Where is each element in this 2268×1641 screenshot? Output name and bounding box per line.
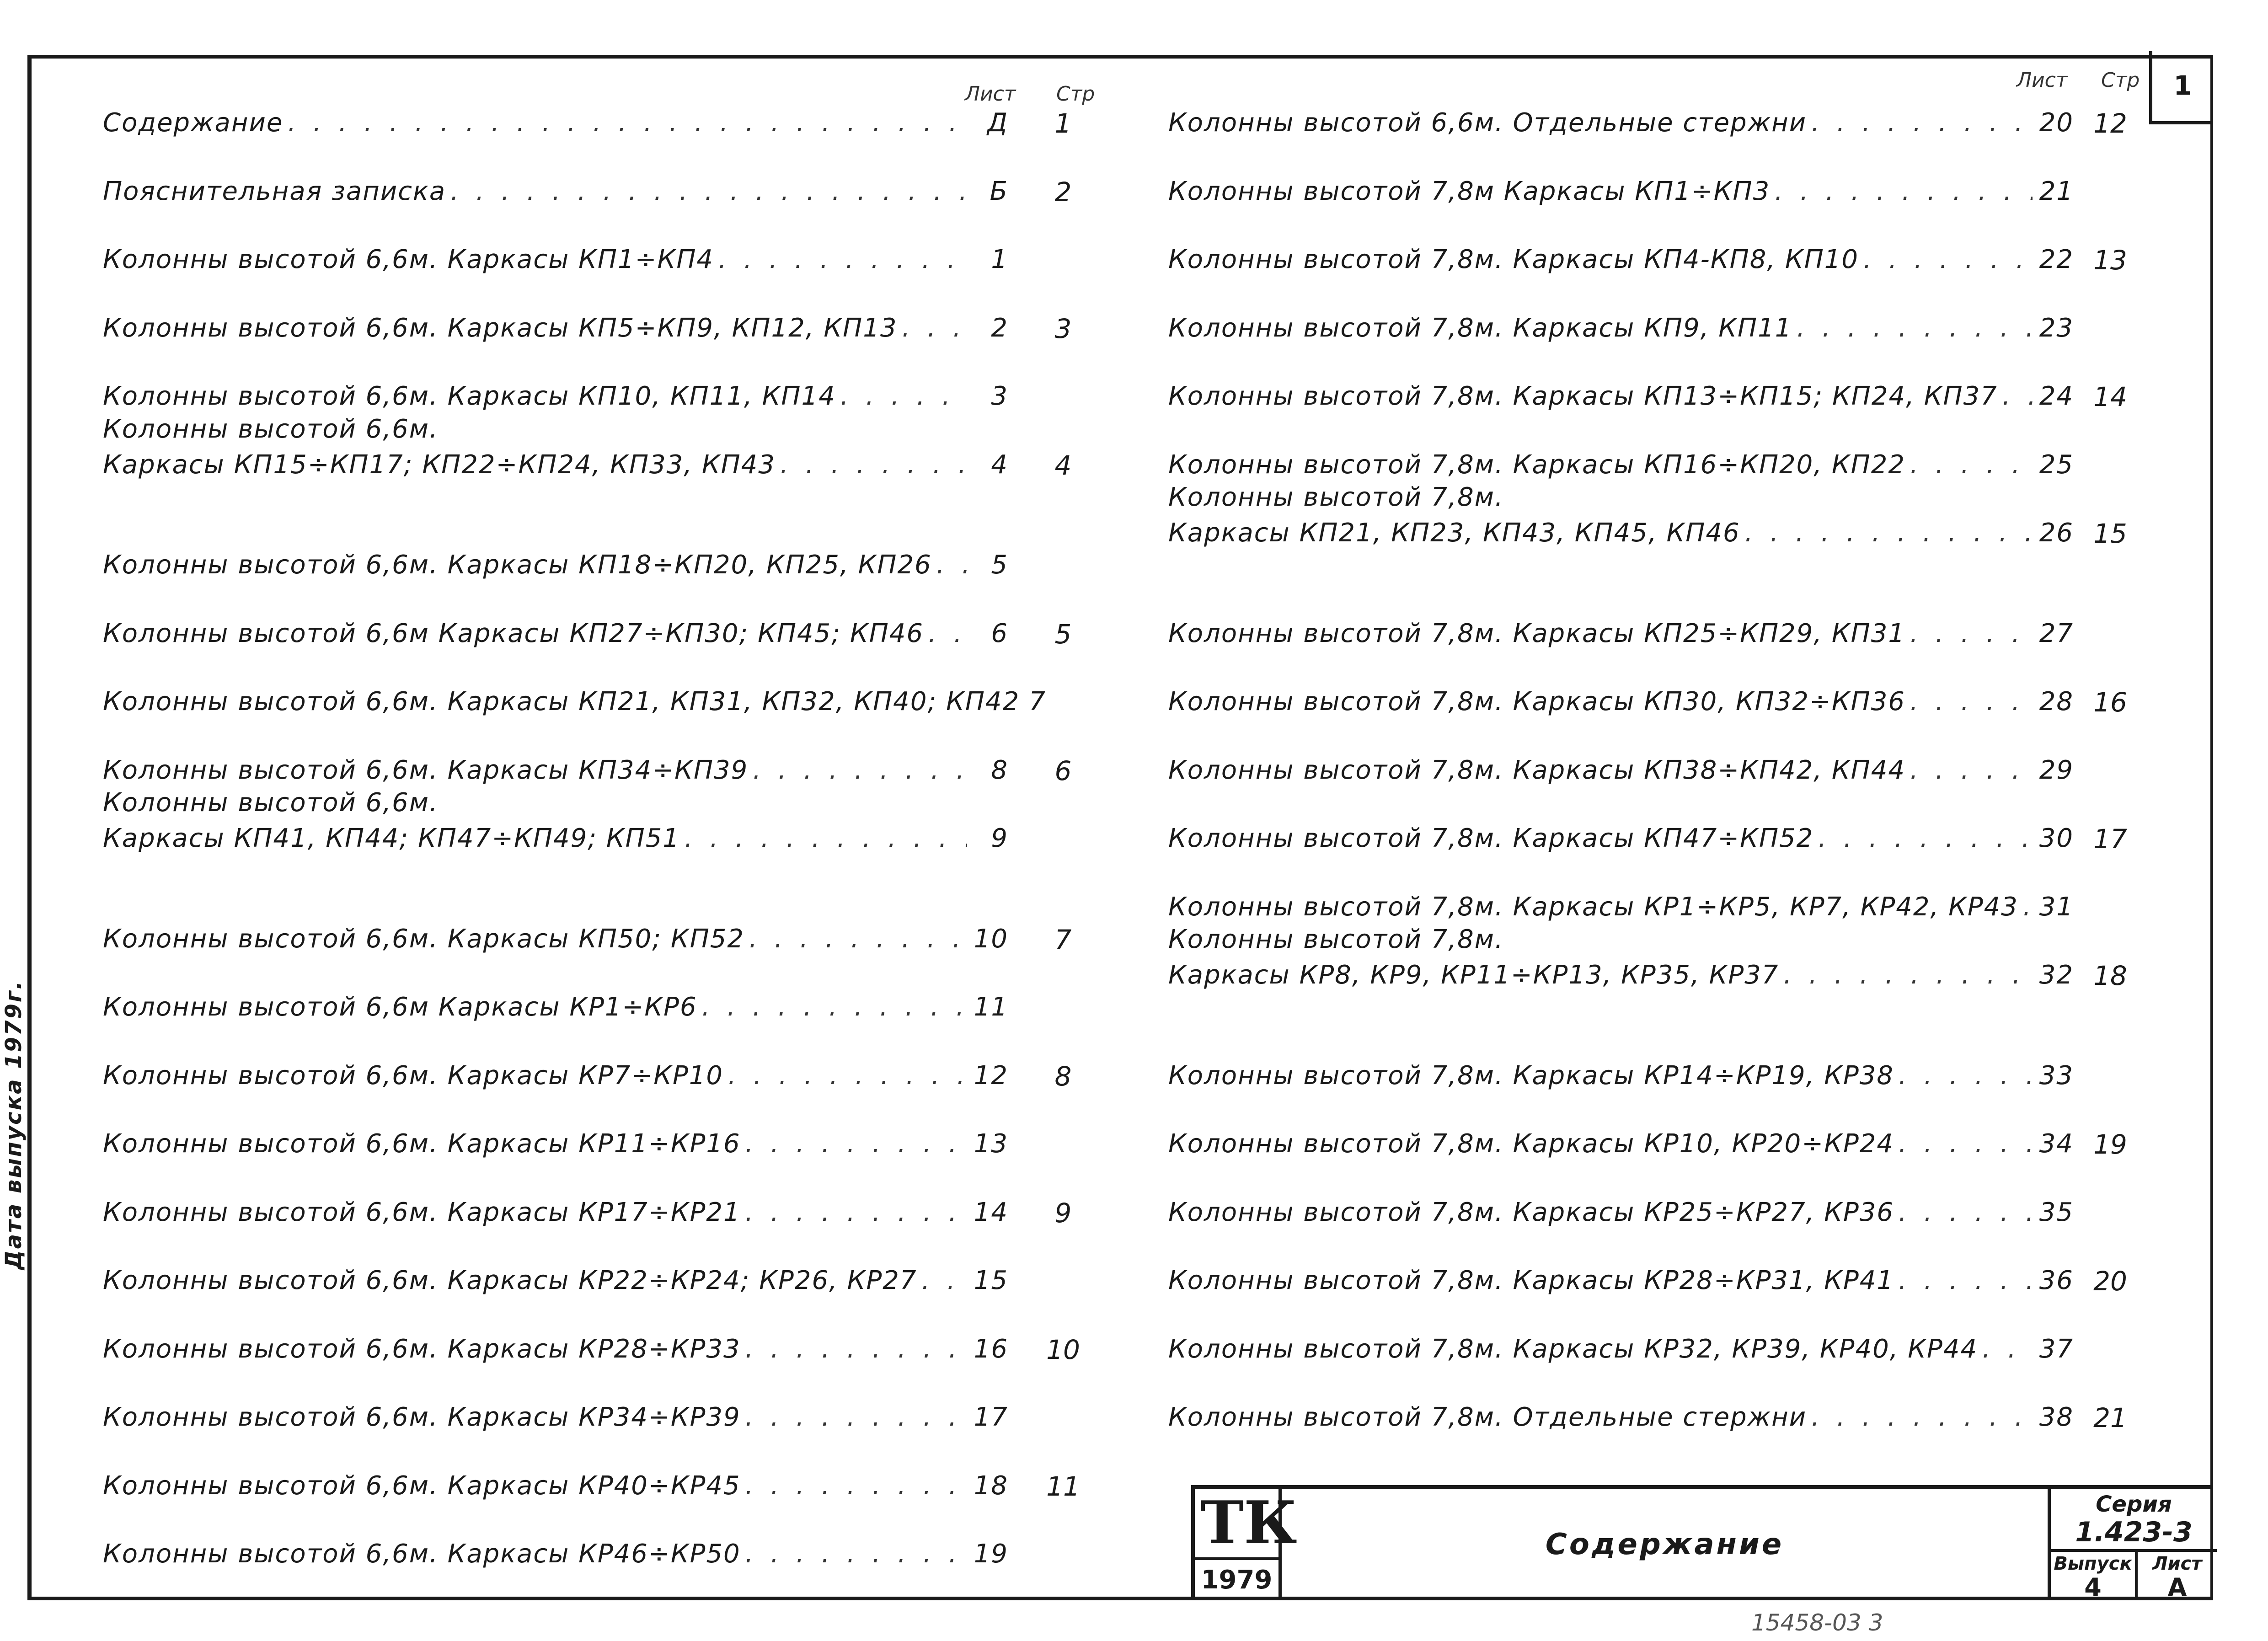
entry-page-number: 19 [2093,1129,2127,1160]
contents-row [1168,174,2074,209]
bottom-note: 15458-03 3 [1751,1609,1883,1636]
contents-row [103,1126,1008,1162]
leader-dots [1982,1331,2033,1367]
entry-sheet-number: 34 [2039,1129,2074,1159]
contents-row [1168,1058,2074,1094]
leader-dots [728,1058,967,1094]
entry-sheet-number: 1 [991,245,1008,274]
leader-dots [2023,889,2033,925]
entry-line [1168,889,2074,925]
contents-row [1168,242,2074,278]
entry-page-number: 4 [1054,449,1072,481]
leader-dots [921,1263,967,1299]
entry-page-number: 3 [1054,313,1072,344]
issue-value: 4 [2084,1573,2102,1602]
entry-sheet-number: 7 [1029,687,1046,716]
entry-page-number: 7 [1054,924,1072,955]
entry-title: Колонны высотой 7,8м. Каркасы КР28÷КР31, КР41 [1168,1266,1894,1295]
entry-title: Колонны высотой 7,8м. Каркасы КП4-КП8, КП10 [1168,245,1859,274]
entry-line [103,1468,1008,1504]
entry-title: Колонны высотой 6,6м. Каркасы КР22÷КР24; КР26, КР27 [103,1266,917,1295]
entry-sheet-number: 21 [2039,176,2074,206]
entry-title: Колонны высотой 6,6м. Каркасы КП34÷КП39 [103,755,749,785]
issue-cell [2051,1552,2138,1600]
right-header-page: Стр [2101,69,2140,92]
entry-line [103,174,1008,209]
entry-line [1168,1195,2074,1230]
entry-sheet-number: 26 [2039,518,2074,548]
entry-line [103,447,1008,483]
contents-row [103,379,1008,414]
contents-row [103,921,1008,957]
entry-sheet-number: 22 [2039,245,2074,274]
entry-line [1168,1331,2074,1367]
entry-sheet-number: 30 [2039,823,2074,853]
contents-row [103,753,1008,788]
contents-row [1168,1400,2074,1435]
contents-row [1168,1331,2074,1367]
leader-dots [1899,1058,2033,1094]
entry-page-number: 16 [2093,687,2127,718]
contents-row [103,242,1008,278]
contents-row [1168,1263,2074,1299]
corner-sheet-number: 1 [2149,51,2213,124]
entry-title: Колонны высотой 7,8м. Каркасы КР25÷КР27, КР36 [1168,1197,1894,1227]
entry-sheet-number: Б [990,176,1008,206]
leader-dots [1910,447,2033,483]
leader-dots [1863,242,2033,278]
entry-line [103,379,1008,414]
series-value: 1.423-3 [2075,1516,2193,1548]
entry-line [103,105,1008,141]
contents-row [1168,684,2074,720]
leader-dots [1811,105,2033,141]
contents-row [103,1195,1008,1230]
entry-title: Колонны высотой 7,8м. Каркасы КР1÷КР5, КР7, КР42, КР43 [1168,892,2018,922]
entry-line [103,1400,1008,1435]
entry-sheet-number: 5 [991,550,1008,580]
entry-page-number: 11 [1046,1470,1080,1502]
entry-title: Колонны высотой 6,6м. Каркасы КП5÷КП9, КП12, КП13 [103,313,898,343]
contents-row [1168,753,2074,788]
entry-line [1168,1126,2074,1162]
contents-row [1168,616,2074,652]
contents-row [103,310,1008,346]
contents-row [1168,480,2074,551]
entry-sheet-number: 31 [2039,892,2074,922]
leader-dots [1745,515,2033,551]
entry-title: Колонны высотой 6,6м. Каркасы КР7÷КР10 [103,1060,723,1090]
entry-sheet-number: 9 [991,823,1008,853]
leader-dots [718,242,967,278]
entry-subtitle: Каркасы КР8, КР9, КР11÷КР13, КР35, КР37 [1168,960,1779,990]
entry-sheet-number: 18 [974,1470,1008,1501]
entry-line [103,921,1008,957]
entry-title: Пояснительная записка [103,176,446,206]
leader-dots [1811,1400,2033,1435]
leader-dots [1899,1263,2033,1299]
contents-row [1168,1195,2074,1230]
entry-sheet-number: 23 [2039,313,2074,343]
entry-page-number: 13 [2093,245,2127,276]
contents-row [1168,447,2074,483]
entry-title: Колонны высотой 7,8м. Каркасы КП47÷КП52 [1168,823,1814,853]
entry-line [1168,310,2074,346]
entry-line [1168,515,2074,551]
entry-title: Колонны высотой 7,8м. Каркасы КП13÷КП15; КП24, КП37 [1168,381,1998,411]
leader-dots [936,547,967,583]
entry-line [103,1263,1008,1299]
right-header-sheet: Лист [2017,69,2068,92]
entry-title: Колонны высотой 6,6м. Каркасы КР28÷КР33 [103,1334,741,1364]
entry-title: Колонны высотой 7,8м. Каркасы КП38÷КП42, КП44 [1168,755,1906,785]
entry-title: Колонны высотой 6,6м. Каркасы КР40÷КР45 [103,1470,741,1501]
entry-line [103,684,1046,720]
entry-line [103,616,1008,652]
leader-dots [1899,1126,2033,1162]
side-stamp-text: Дата выпуска 1979г. [1,979,27,1270]
entry-title: Колонны высотой 7,8м. Каркасы КР32, КР39, КР40, КР44 [1168,1334,1978,1364]
entry-title: Колонны высотой 7,8м. Каркасы КП30, КП32÷КП36 [1168,687,1906,716]
contents-row [103,616,1008,652]
entry-title: Колонны высотой 7,8м. Каркасы КП16÷КП20, КП22 [1168,449,1906,480]
leader-dots [749,921,967,957]
entry-subtitle: Каркасы КП41, КП44; КП47÷КП49; КП51 [103,823,680,853]
leader-dots [1910,616,2033,652]
entry-sheet-number: 27 [2039,618,2074,648]
entry-page-number: 20 [2093,1266,2127,1297]
entry-line [1168,1263,2074,1299]
leader-dots [840,379,967,414]
contents-row [103,1536,1008,1572]
leader-dots [902,310,967,346]
contents-row [103,1331,1008,1367]
leader-dots [702,989,967,1025]
entry-line [103,989,1008,1025]
contents-row [1168,310,2074,346]
entry-sheet-number: 29 [2039,755,2074,785]
entry-line [1168,379,2074,414]
entry-sheet-number: 14 [974,1197,1008,1227]
title-block-title: Содержание [1545,1528,1784,1561]
entry-line [1168,105,2074,141]
issue-sheet-row [2051,1549,2217,1600]
entry-line [103,310,1008,346]
contents-row [1168,889,2074,925]
entry-page-number: 18 [2093,960,2127,991]
entry-sheet-number: 13 [974,1129,1008,1159]
entry-title: Колонны высотой 6,6м. Каркасы КР34÷КР39 [103,1402,741,1432]
leader-dots [1783,957,2033,993]
entry-title: Колонны высотой 7,8м. Каркасы КР14÷КР19, КР38 [1168,1060,1894,1090]
contents-row [103,174,1008,209]
leader-dots [1797,310,2033,346]
leader-dots [745,1536,967,1572]
entry-page-number: 6 [1054,755,1072,786]
leader-dots [745,1468,967,1504]
sheet-cell [2138,1552,2217,1600]
leader-dots [745,1195,967,1230]
entry-page-number: 8 [1054,1060,1072,1092]
contents-row [103,1263,1008,1299]
contents-row [103,989,1008,1025]
tk-logo: ТК [1200,1489,1297,1557]
leader-dots [745,1400,967,1435]
contents-row [103,1400,1008,1435]
entry-title: Колонны высотой 6,6м Каркасы КП27÷КП30; КП45; КП46 [103,618,924,648]
leader-dots [1910,684,2033,720]
entry-title: Колонны высотой 6,6м. Отдельные стержни [1168,108,1807,138]
entry-page-number: 1 [1054,108,1072,139]
entry-line [1168,821,2074,856]
entry-sheet-number: 12 [974,1060,1008,1090]
entry-title: Колонны высотой 6,6м. Каркасы КП1÷КП4 [103,245,714,274]
left-header-page: Стр [1056,82,1095,106]
contents-row [103,684,1046,720]
entry-page-number: 12 [2093,108,2127,139]
contents-row [1168,105,2074,141]
entry-sheet-number: 2 [991,313,1008,343]
contents-row [1168,922,2074,993]
issue-label: Выпуск [2054,1553,2132,1574]
entry-sheet-number: 3 [991,381,1008,411]
sheet-value: А [2167,1573,2187,1602]
contents-row [103,1468,1008,1504]
entry-sheet-number: 17 [974,1402,1008,1432]
entry-title: Колонны высотой 6,6м. Каркасы КП50; КП52 [103,924,745,954]
tk-cell [1195,1489,1297,1600]
contents-row [103,1058,1008,1094]
entry-sheet-number: 25 [2039,449,2074,480]
entry-line [103,242,1008,278]
entry-title: Колонны высотой 6,6м. [103,788,439,818]
sheet-label: Лист [2152,1553,2202,1574]
entry-line [1168,174,2074,209]
entry-title: Колонны высотой 6,6м Каркасы КР1÷КР6 [103,992,697,1022]
entry-line [1168,447,2074,483]
entry-title: Колонны высотой 6,6м. Каркасы КП21, КП31, КП32, КП40; КП42 [103,687,1020,716]
entry-line [103,753,1008,788]
leader-dots [745,1126,967,1162]
entry-sheet-number: 4 [991,449,1008,480]
entry-page-number: 2 [1054,176,1072,208]
entry-title: Колонны высотой 6,6м. Каркасы КР17÷КР21 [103,1197,741,1227]
leader-dots [685,821,967,856]
title-block-meta [2048,1489,2217,1600]
entry-line [103,1058,1008,1094]
entry-line [103,1536,1008,1572]
leader-dots [2002,379,2033,414]
entry-title: Колонны высотой 7,8м. Каркасы КП9, КП11 [1168,313,1792,343]
entry-sheet-number: 19 [974,1539,1008,1569]
leader-dots [928,616,967,652]
entry-sheet-number: 28 [2039,687,2074,716]
entry-sheet-number: 20 [2039,108,2074,138]
leader-dots [1899,1195,2033,1230]
entry-sheet-number: 11 [974,992,1008,1022]
tk-year: 1979 [1195,1557,1278,1600]
entry-page-number: 5 [1054,618,1072,650]
leader-dots [1775,174,2033,209]
entry-line [103,821,1008,856]
entry-line [103,1126,1008,1162]
leader-dots [288,105,967,141]
entry-page-number: 14 [2093,381,2127,412]
contents-row [103,547,1008,583]
entry-line [1168,242,2074,278]
entry-title: Содержание [103,108,284,138]
entry-sheet-number: 32 [2039,960,2074,990]
entry-title: Колонны высотой 6,6м. Каркасы КП10, КП11, КП14 [103,381,836,411]
entry-sheet-number: 10 [974,924,1008,954]
entry-title: Колонны высотой 7,8м. Отдельные стержни [1168,1402,1807,1432]
entry-title: Колонны высотой 6,6м. Каркасы КР46÷КР50 [103,1539,741,1569]
entry-line [103,547,1008,583]
entry-title: Колонны высотой 6,6м. [103,414,439,444]
contents-row [1168,379,2074,414]
entry-line [1168,753,2074,788]
entry-page-number: 10 [1046,1334,1080,1365]
entry-sheet-number: Д [987,108,1008,138]
leader-dots [745,1331,967,1367]
entry-page-number: 17 [2093,823,2127,855]
entry-title: Колонны высотой 6,6м. Каркасы КП18÷КП20, КП25, КП26 [103,550,932,580]
entry-sheet-number: 8 [991,755,1008,785]
title-block [1191,1485,2213,1600]
entry-line [1168,1058,2074,1094]
entry-sheet-number: 6 [991,618,1008,648]
contents-row [103,105,1008,141]
entry-page-number: 15 [2093,518,2127,549]
contents-row [103,412,1008,483]
leader-dots [753,753,967,788]
entry-title: Колонны высотой 7,8м Каркасы КП1÷КП3 [1168,176,1771,206]
left-header-sheet: Лист [965,82,1016,106]
entry-sheet-number: 37 [2039,1334,2074,1364]
entry-sheet-number: 38 [2039,1402,2074,1432]
entry-sheet-number: 15 [974,1266,1008,1295]
leader-dots [780,447,967,483]
contents-row [1168,1126,2074,1162]
entry-line [1168,957,2074,993]
entry-page-number: 21 [2093,1402,2127,1433]
side-stamp [0,713,27,1536]
contents-row [1168,821,2074,856]
entry-sheet-number: 36 [2039,1266,2074,1295]
entry-line [103,1331,1008,1367]
series-label: Серия [2096,1491,2172,1517]
entry-sheet-number: 33 [2039,1060,2074,1090]
entry-title: Колонны высотой 7,8м. [1168,482,1504,512]
leader-dots [450,174,967,209]
entry-line [1168,684,2074,720]
entry-title: Колонны высотой 7,8м. Каркасы КП25÷КП29, КП31 [1168,618,1906,648]
entry-subtitle: Каркасы КП21, КП23, КП43, КП45, КП46 [1168,518,1740,548]
entry-sheet-number: 24 [2039,381,2074,411]
entry-line [103,1195,1008,1230]
entry-title: Колонны высотой 7,8м. [1168,925,1504,954]
entry-subtitle: Каркасы КП15÷КП17; КП22÷КП24, КП33, КП43 [103,449,776,480]
leader-dots [1910,753,2033,788]
entry-line [1168,616,2074,652]
entry-sheet-number: 16 [974,1334,1008,1364]
entry-title: Колонны высотой 6,6м. Каркасы КР11÷КР16 [103,1129,741,1159]
leader-dots [1818,821,2033,856]
entry-line [1168,1400,2074,1435]
contents-row [103,785,1008,856]
entry-title: Колонны высотой 7,8м. Каркасы КР10, КР20÷КР24 [1168,1129,1894,1159]
entry-page-number: 9 [1054,1197,1072,1229]
entry-sheet-number: 35 [2039,1197,2074,1227]
